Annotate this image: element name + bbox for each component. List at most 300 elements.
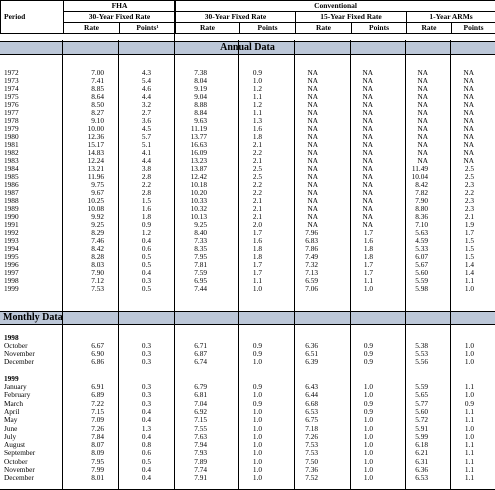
rate-cell: 15.17 [87, 140, 104, 149]
period-cell: May [4, 415, 18, 425]
rate-cell: 9.63 [194, 116, 207, 125]
rate-cell: 6.39 [305, 357, 318, 366]
table-row [0, 474, 495, 482]
rate-cell: 8.29 [91, 228, 104, 237]
rate-cell: 7.90 [415, 196, 428, 205]
points-cell: NA [362, 188, 373, 197]
points-cell: 1.0 [464, 341, 474, 350]
rate-cell: 7.22 [91, 398, 104, 408]
points-cell: 1.0 [363, 473, 373, 483]
period-cell: 1984 [4, 164, 19, 173]
rate-cell: 7.63 [194, 431, 207, 441]
rate-cell: NA [307, 68, 318, 77]
points-cell: 4.5 [141, 124, 151, 133]
period-cell: April [4, 406, 20, 416]
column-divider [294, 40, 295, 490]
points-cell: 1.0 [363, 415, 373, 425]
table-row [0, 416, 495, 424]
rate-cell: 7.94 [194, 440, 207, 450]
points-cell: 0.9 [363, 357, 373, 366]
points-cell: 1.0 [252, 465, 262, 474]
rate-cell: 6.74 [194, 357, 207, 366]
points-cell: NA [362, 68, 373, 77]
rate-cell: 5.63 [415, 228, 428, 237]
period-cell: 1985 [4, 172, 19, 181]
rate-cell: 5.59 [415, 382, 428, 391]
rate-cell: NA [417, 68, 428, 77]
points-cell: 0.9 [141, 220, 151, 229]
points-cell: 0.4 [141, 406, 151, 416]
rate-cell: 7.26 [305, 431, 318, 441]
points-cell: 3.8 [141, 164, 151, 173]
points-header: Points [352, 23, 407, 34]
rate-cell: 7.59 [194, 268, 207, 277]
rate-cell: NA [307, 132, 318, 141]
points-cell: 0.4 [141, 236, 151, 245]
rate-cell: 13.23 [190, 156, 207, 165]
period-cell: December [4, 473, 34, 483]
points-cell: 2.3 [464, 180, 474, 189]
points-cell: 1.7 [363, 260, 373, 269]
points-cell: 2.1 [252, 140, 262, 149]
rate-cell: 5.91 [415, 423, 428, 433]
arm-1yr-header: 1-Year ARMs [407, 12, 495, 23]
period-cell: February [4, 390, 31, 400]
rate-cell: 5.59 [415, 276, 428, 285]
conventional-header: Conventional [176, 1, 495, 12]
rate-cell: NA [307, 124, 318, 133]
points-cell: 1.1 [464, 406, 474, 416]
rate-cell: 6.71 [194, 341, 207, 350]
rate-cell: 6.67 [91, 341, 104, 350]
rate-cell: 7.33 [194, 236, 207, 245]
column-divider [405, 40, 406, 490]
year-label: 1998 [4, 333, 19, 342]
points-cell: NA [362, 196, 373, 205]
points-cell: NA [463, 140, 474, 149]
points-cell: 1.0 [252, 76, 262, 85]
points-cell: 0.9 [363, 341, 373, 350]
points-cell: 2.5 [464, 164, 474, 173]
rate-cell: 7.90 [91, 268, 104, 277]
points-cell: 5.1 [141, 140, 151, 149]
points-cell: 2.8 [141, 188, 151, 197]
period-cell: 1997 [4, 268, 19, 277]
rate-cell: NA [417, 84, 428, 93]
period-cell: June [4, 423, 18, 433]
rate-cell: 6.51 [305, 349, 318, 358]
rate-cell: 7.53 [91, 284, 104, 293]
points-cell: 1.5 [464, 236, 474, 245]
points-cell: 1.1 [464, 465, 474, 474]
rate-cell: 7.95 [91, 456, 104, 466]
points-cell: 0.9 [252, 382, 262, 391]
points-cell: 4.4 [141, 156, 151, 165]
points-cell: NA [362, 164, 373, 173]
rate-cell: NA [307, 140, 318, 149]
rate-cell: 9.10 [91, 116, 104, 125]
points-cell: 1.1 [464, 440, 474, 450]
rate-cell: 6.36 [305, 341, 318, 350]
rate-cell: NA [417, 148, 428, 157]
rate-cell: 7.18 [305, 423, 318, 433]
points-cell: 0.9 [252, 398, 262, 408]
points-cell: 0.5 [141, 260, 151, 269]
rate-cell: 6.18 [415, 440, 428, 450]
period-cell: October [4, 341, 28, 350]
points-cell: 0.9 [464, 398, 474, 408]
period-cell: 1998 [4, 276, 19, 285]
points-cell: 0.4 [141, 431, 151, 441]
points-cell: 1.0 [252, 456, 262, 466]
rate-cell: 7.00 [91, 68, 104, 77]
rate-cell: 4.59 [415, 236, 428, 245]
rate-cell: 9.19 [194, 84, 207, 93]
points-cell: 3.2 [141, 100, 151, 109]
points-cell: 2.2 [464, 188, 474, 197]
rate-cell: 7.10 [415, 220, 428, 229]
points-cell: 0.3 [141, 341, 151, 350]
rate-cell: 6.92 [194, 406, 207, 416]
points-cell: NA [362, 108, 373, 117]
rate-cell: NA [417, 124, 428, 133]
points-cell: NA [362, 76, 373, 85]
points-cell: 1.8 [252, 252, 262, 261]
period-cell: 1982 [4, 148, 19, 157]
period-header: Period [1, 1, 64, 34]
points-cell: 1.8 [363, 244, 373, 253]
rate-cell: 7.74 [194, 465, 207, 474]
rate-cell: 6.07 [415, 252, 428, 261]
column-divider [62, 40, 63, 490]
period-cell: 1973 [4, 76, 19, 85]
points-cell: 1.0 [464, 390, 474, 400]
rate-cell: NA [417, 108, 428, 117]
points-cell: 1.0 [363, 284, 373, 293]
conv-30yr-header: 30-Year Fixed Rate [176, 12, 296, 23]
rate-cell: 6.90 [91, 349, 104, 358]
rate-cell: 6.44 [305, 390, 318, 400]
points-cell: 1.6 [363, 236, 373, 245]
points-cell: NA [463, 108, 474, 117]
rate-cell: 8.50 [91, 100, 104, 109]
points-cell: NA [362, 92, 373, 101]
points-cell: NA [362, 180, 373, 189]
points-cell: 4.3 [141, 68, 151, 77]
points-cell: 1.9 [464, 220, 474, 229]
rate-cell: 14.83 [87, 148, 104, 157]
rate-cell: 5.53 [415, 349, 428, 358]
rate-cell: 7.99 [91, 465, 104, 474]
rate-cell: NA [417, 140, 428, 149]
points-header: Points [240, 23, 296, 34]
rate-cell: 5.99 [415, 431, 428, 441]
rate-cell: 6.86 [91, 357, 104, 366]
rate-cell: 10.32 [190, 204, 207, 213]
points-cell: 5.7 [141, 132, 151, 141]
period-cell: 1974 [4, 84, 19, 93]
rate-cell: 6.91 [91, 382, 104, 391]
points-cell: 3.6 [141, 116, 151, 125]
points-cell: 2.5 [252, 172, 262, 181]
period-cell: 1995 [4, 252, 19, 261]
points-cell: 1.0 [252, 440, 262, 450]
points-cell: 1.1 [464, 276, 474, 285]
points-cell: 1.5 [464, 252, 474, 261]
rate-cell: 6.21 [415, 448, 428, 458]
points-cell: NA [362, 124, 373, 133]
points-cell: NA [362, 220, 373, 229]
rate-cell: 5.60 [415, 406, 428, 416]
points-cell: 1.7 [363, 228, 373, 237]
points-cell: 1.0 [363, 448, 373, 458]
rate-header: Rate [176, 23, 240, 34]
year-label: 1999 [4, 374, 19, 383]
rate-cell: 6.95 [194, 276, 207, 285]
rate-cell: 8.09 [91, 448, 104, 458]
rate-cell: 6.89 [91, 390, 104, 400]
rate-cell: 8.03 [91, 260, 104, 269]
points-cell: 2.2 [252, 148, 262, 157]
period-cell: 1990 [4, 212, 19, 221]
points-cell: 5.4 [141, 76, 151, 85]
points-header: Points¹ [120, 23, 176, 34]
rate-cell: 7.95 [194, 252, 207, 261]
points-cell: 0.9 [252, 349, 262, 358]
period-cell: November [4, 349, 35, 358]
points-cell: 0.3 [141, 398, 151, 408]
rate-cell: 5.60 [415, 268, 428, 277]
rate-cell: 5.72 [415, 415, 428, 425]
points-cell: 4.6 [141, 84, 151, 93]
points-cell: 1.8 [141, 212, 151, 221]
period-cell: 1980 [4, 132, 19, 141]
period-cell: 1978 [4, 116, 19, 125]
rate-cell: 7.96 [305, 228, 318, 237]
rate-cell: 7.82 [415, 188, 428, 197]
rate-cell: 7.46 [91, 236, 104, 245]
rate-cell: 5.98 [415, 284, 428, 293]
rate-cell: 6.75 [305, 415, 318, 425]
points-cell: 1.0 [252, 431, 262, 441]
rate-cell: 7.50 [305, 456, 318, 466]
points-cell: 1.0 [363, 390, 373, 400]
period-cell: 1976 [4, 100, 19, 109]
points-cell: 1.4 [464, 268, 474, 277]
period-cell: 1987 [4, 188, 19, 197]
points-cell: 1.7 [252, 268, 262, 277]
rate-cell: NA [417, 100, 428, 109]
points-cell: 1.0 [363, 382, 373, 391]
rate-cell: 7.15 [91, 406, 104, 416]
rate-cell: 7.36 [305, 465, 318, 474]
rate-cell: 11.19 [190, 124, 207, 133]
rate-cell: 7.91 [194, 473, 207, 483]
period-cell: 1988 [4, 196, 19, 205]
rate-cell: 7.53 [305, 448, 318, 458]
points-cell: 2.0 [252, 220, 262, 229]
monthly-data-banner: Monthly Data [0, 311, 495, 325]
table-row [0, 285, 495, 293]
rate-cell: 8.04 [194, 76, 207, 85]
conv-15yr-header: 15-Year Fixed Rate [296, 12, 407, 23]
rate-cell: NA [307, 204, 318, 213]
points-cell: NA [463, 84, 474, 93]
rate-cell: NA [307, 100, 318, 109]
points-cell: NA [362, 156, 373, 165]
points-cell: 2.1 [252, 204, 262, 213]
points-cell: NA [362, 212, 373, 221]
period-cell: 1989 [4, 204, 19, 213]
rate-cell: 10.04 [411, 172, 428, 181]
rate-cell: 7.89 [194, 456, 207, 466]
rate-cell: NA [307, 164, 318, 173]
rate-cell: 13.77 [190, 132, 207, 141]
points-cell: NA [463, 148, 474, 157]
rate-cell: NA [417, 116, 428, 125]
period-cell: July [4, 431, 17, 441]
points-cell: 1.0 [252, 448, 262, 458]
points-cell: 1.0 [464, 357, 474, 366]
rate-cell: 6.43 [305, 382, 318, 391]
rate-cell: 6.68 [305, 398, 318, 408]
rate-cell: 8.80 [415, 204, 428, 213]
rate-cell: 10.00 [87, 124, 104, 133]
rate-cell: 7.12 [91, 276, 104, 285]
points-cell: 0.5 [141, 284, 151, 293]
rate-cell: 5.56 [415, 357, 428, 366]
points-cell: 1.0 [363, 431, 373, 441]
period-cell: 1986 [4, 180, 19, 189]
rate-cell: 8.28 [91, 252, 104, 261]
rate-cell: NA [307, 76, 318, 85]
points-cell: 1.0 [464, 423, 474, 433]
rate-cell: 7.86 [305, 244, 318, 253]
points-cell: 1.7 [363, 268, 373, 277]
rate-cell: NA [307, 84, 318, 93]
rate-cell: 8.88 [194, 100, 207, 109]
rate-cell: 6.59 [305, 276, 318, 285]
points-cell: NA [463, 124, 474, 133]
rate-cell: 8.42 [415, 180, 428, 189]
points-cell: NA [362, 100, 373, 109]
points-cell: 2.2 [252, 180, 262, 189]
rate-cell: 7.41 [91, 76, 104, 85]
rate-cell: NA [307, 196, 318, 205]
rate-cell: NA [417, 132, 428, 141]
rate-cell: 6.81 [194, 390, 207, 400]
points-cell: 1.0 [464, 349, 474, 358]
fha-30yr-header: 30-Year Fixed Rate [64, 12, 176, 23]
rate-cell: 11.49 [411, 164, 428, 173]
points-cell: 0.3 [141, 357, 151, 366]
period-cell: 1975 [4, 92, 19, 101]
points-cell: 0.8 [141, 440, 151, 450]
points-cell: 1.0 [252, 473, 262, 483]
rate-cell: 7.81 [194, 260, 207, 269]
rate-cell: 8.01 [91, 473, 104, 483]
points-cell: 4.4 [141, 92, 151, 101]
column-divider [350, 40, 351, 490]
points-cell: 1.1 [464, 456, 474, 466]
rate-cell: 8.84 [194, 108, 207, 117]
column-divider [238, 40, 239, 490]
table-header [0, 0, 495, 34]
rate-cell: 8.64 [91, 92, 104, 101]
rate-cell: NA [307, 116, 318, 125]
points-cell: NA [463, 76, 474, 85]
points-header: Points [452, 23, 495, 34]
rate-cell: NA [307, 188, 318, 197]
rate-cell: NA [307, 172, 318, 181]
points-cell: 1.1 [464, 473, 474, 483]
period-cell: October [4, 456, 28, 466]
rate-cell: 6.36 [415, 465, 428, 474]
points-cell: 2.1 [252, 156, 262, 165]
points-cell: 0.9 [252, 341, 262, 350]
rate-cell: 13.21 [87, 164, 104, 173]
rate-cell: NA [417, 76, 428, 85]
period-cell: 1972 [4, 68, 19, 77]
rate-cell: NA [307, 212, 318, 221]
annual-data-banner: Annual Data [0, 41, 495, 55]
period-cell: 1983 [4, 156, 19, 165]
rate-cell: 8.40 [194, 228, 207, 237]
rate-cell: 7.15 [194, 415, 207, 425]
rate-cell: NA [307, 156, 318, 165]
rate-cell: 16.63 [190, 140, 207, 149]
points-cell: 1.8 [252, 132, 262, 141]
points-cell: 2.2 [252, 188, 262, 197]
rate-cell: 6.31 [415, 456, 428, 466]
points-cell: 0.5 [141, 456, 151, 466]
points-cell: 0.4 [141, 473, 151, 483]
points-cell: NA [362, 172, 373, 181]
rate-header: Rate [296, 23, 352, 34]
rate-cell: 8.85 [91, 84, 104, 93]
rate-cell: 9.25 [194, 220, 207, 229]
rate-cell: 7.06 [305, 284, 318, 293]
points-cell: 2.7 [141, 108, 151, 117]
points-cell: 1.0 [252, 415, 262, 425]
points-cell: 0.3 [141, 349, 151, 358]
points-cell: 1.0 [464, 284, 474, 293]
rate-cell: 10.08 [87, 204, 104, 213]
rate-cell: 9.92 [91, 212, 104, 221]
points-cell: 2.1 [252, 196, 262, 205]
points-cell: 1.1 [464, 448, 474, 458]
rate-cell: 13.87 [190, 164, 207, 173]
points-cell: 2.2 [141, 180, 151, 189]
period-cell: 1992 [4, 228, 19, 237]
rate-cell: 9.25 [91, 220, 104, 229]
rate-cell: NA [307, 148, 318, 157]
points-cell: 1.0 [252, 357, 262, 366]
points-cell: 2.1 [252, 212, 262, 221]
rate-cell: 5.77 [415, 398, 428, 408]
rate-cell: 6.53 [305, 406, 318, 416]
points-cell: 1.1 [464, 382, 474, 391]
rate-cell: 7.32 [305, 260, 318, 269]
rate-cell: 7.55 [194, 423, 207, 433]
points-cell: 0.4 [141, 465, 151, 474]
points-cell: 1.1 [464, 415, 474, 425]
points-cell: 1.0 [464, 431, 474, 441]
points-cell: 0.4 [141, 268, 151, 277]
points-cell: NA [463, 132, 474, 141]
rate-cell: NA [307, 92, 318, 101]
points-cell: 1.5 [141, 196, 151, 205]
